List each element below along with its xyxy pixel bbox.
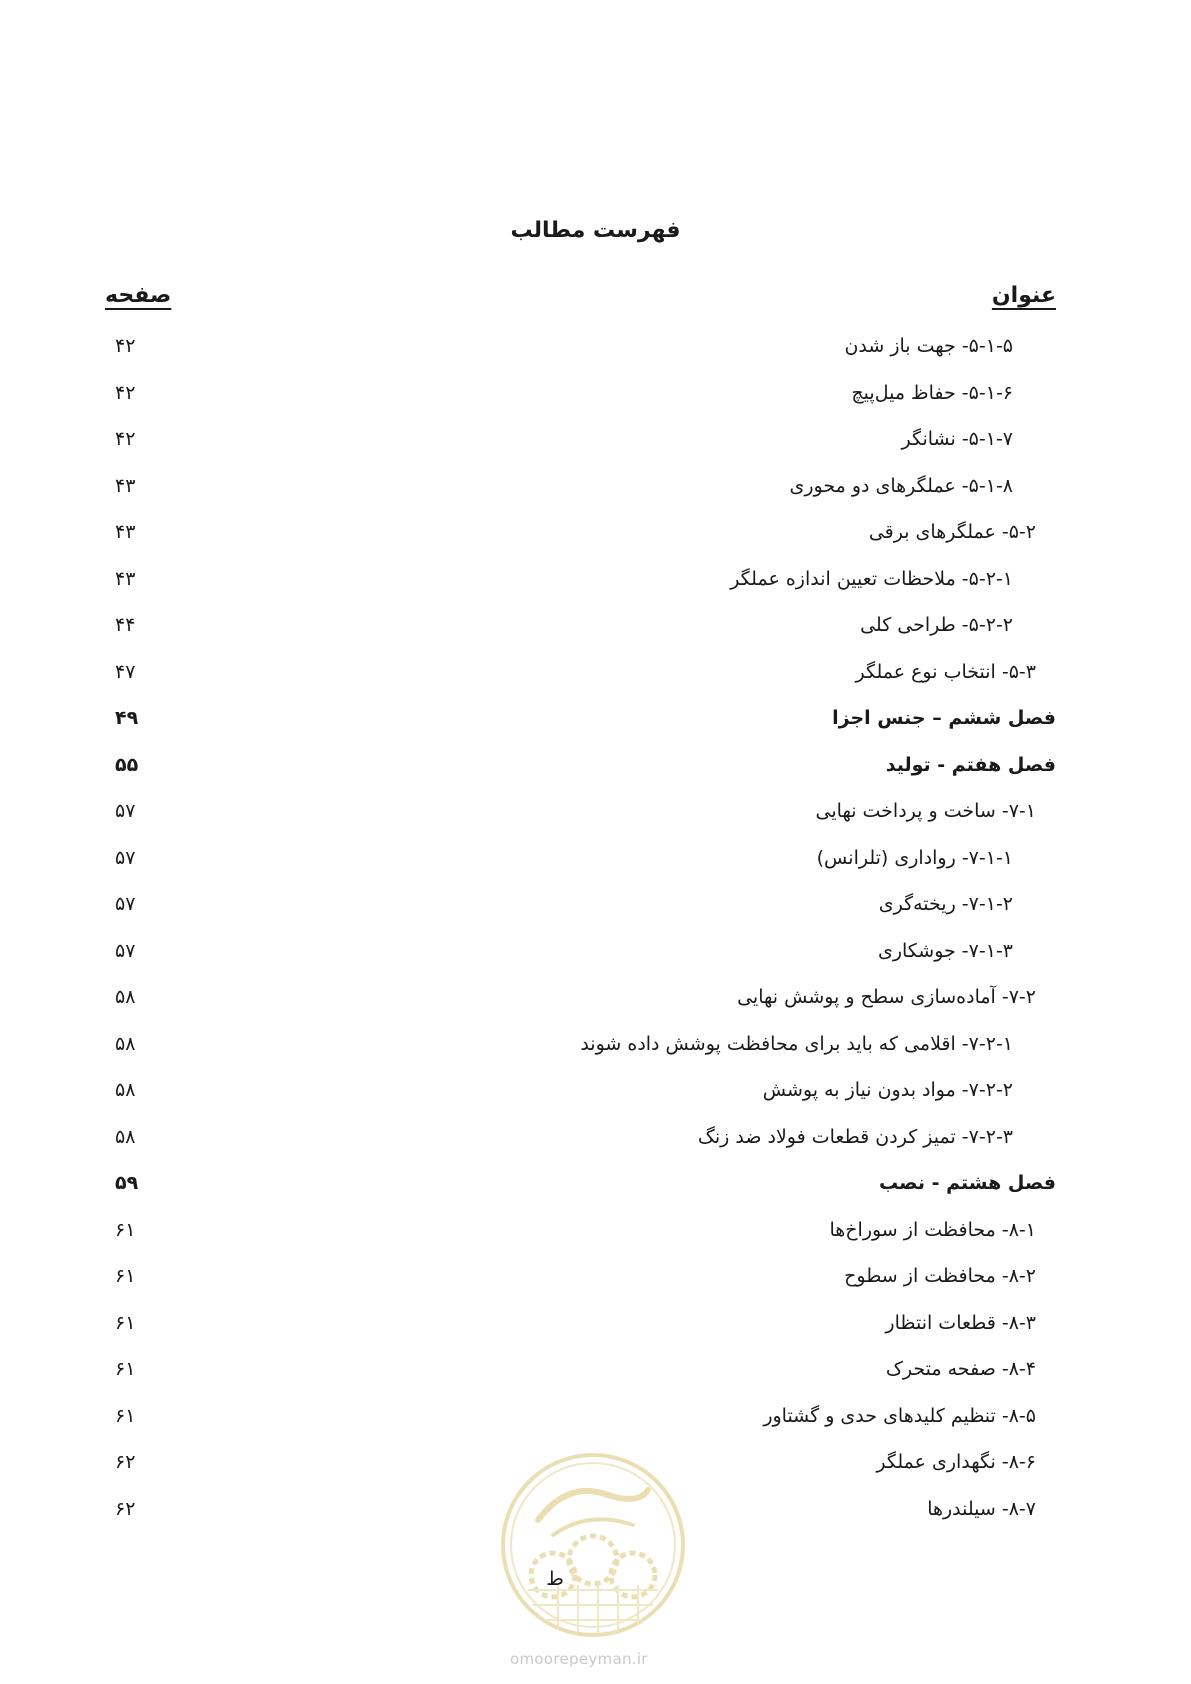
toc-entry (0, 1030, 1191, 1077)
publisher-seal-icon (498, 1450, 688, 1640)
toc-entry (0, 425, 1191, 472)
toc-entry-page: ۵۷ (115, 800, 136, 822)
toc-entry-page: ۵۸ (115, 1032, 136, 1055)
toc-chapter-title: فصل ششم – جنس اجزا (832, 707, 1056, 729)
toc-entry (0, 658, 1191, 705)
toc-entry (0, 472, 1191, 519)
toc-entry (0, 937, 1191, 984)
toc-entry-page: ۵۸ (115, 1079, 136, 1101)
toc-entry-title: ۸-۴- صفحه متحرک (885, 1358, 1036, 1380)
toc-entry-title: ۸-۳- قطعات انتظار (885, 1311, 1036, 1334)
toc-heading: فهرست مطالب (510, 218, 681, 243)
toc-entry-title: ۷-۱-۲- ریخته‌گری (878, 893, 1013, 915)
toc-entry-page: ۶۱ (115, 1218, 136, 1241)
toc-entry-page: ۴۲ (115, 428, 136, 450)
toc-chapter-entry (0, 704, 1191, 751)
toc-chapter-title: فصل هشتم - نصب (879, 1172, 1056, 1194)
toc-entry-page: ۶۱ (115, 1311, 136, 1334)
toc-entry-page: ۴۲ (115, 335, 136, 357)
toc-entry-title: ۵-۱-۷- نشانگر (901, 428, 1013, 450)
toc-chapter-page: ۴۹ (115, 707, 139, 729)
toc-entry (0, 797, 1191, 844)
toc-entry-title: ۸-۱- محافظت از سوراخ‌ها (829, 1218, 1036, 1241)
toc-chapter-title: فصل هفتم - تولید (885, 753, 1056, 776)
toc-entry-page: ۵۸ (115, 1125, 136, 1148)
toc-entry (0, 518, 1191, 565)
toc-entry-title: ۷-۲-۱- اقلامی که باید برای محافظت پوشش داده شوند (580, 1032, 1013, 1055)
toc-entry (0, 1355, 1191, 1402)
toc-entry-title: ۷-۲-۲- مواد بدون نیاز به پوشش (762, 1079, 1013, 1101)
column-header-page: صفحه (105, 283, 172, 308)
toc-entry (0, 1216, 1191, 1263)
toc-entry-title: ۵-۲-۱- ملاحظات تعیین اندازه عملگر (730, 567, 1013, 590)
toc-entry-page: ۴۴ (115, 614, 136, 636)
toc-entry-title: ۷-۲-۳- تمیز کردن قطعات فولاد ضد زنگ (697, 1125, 1013, 1148)
toc-entry (0, 565, 1191, 612)
toc-entry-title: ۵-۱-۸- عملگرهای دو محوری (789, 474, 1013, 497)
toc-entry (0, 332, 1191, 379)
toc-chapter-entry (0, 1169, 1191, 1216)
toc-entry-title: ۸-۶- نگهداری عملگر (876, 1451, 1036, 1473)
toc-chapter-page: ۵۵ (115, 753, 139, 776)
toc-entry-title: ۸-۷- سیلندرها (927, 1497, 1036, 1520)
toc-entry-page: ۴۲ (115, 381, 136, 404)
toc-entry (0, 1076, 1191, 1123)
toc-list (0, 332, 1191, 1541)
toc-entry-page: ۶۱ (115, 1265, 136, 1287)
toc-entry (0, 611, 1191, 658)
page-number-letter: ط (546, 1568, 564, 1590)
toc-entry (0, 1123, 1191, 1170)
toc-entry-title: ۸-۲- محافظت از سطوح (844, 1265, 1036, 1287)
toc-entry-title: ۵-۱-۶- حفاظ میل‌پیچ (851, 381, 1013, 404)
toc-entry-title: ۸-۵- تنظیم کلیدهای حدی و گشتاور (763, 1404, 1036, 1427)
toc-entry (0, 890, 1191, 937)
toc-entry-page: ۴۳ (115, 567, 136, 590)
toc-entry-page: ۶۱ (115, 1358, 136, 1380)
toc-entry-page: ۶۱ (115, 1404, 136, 1427)
toc-entry (0, 844, 1191, 891)
toc-entry-title: ۷-۱-۳- جوشکاری (877, 939, 1013, 962)
toc-entry (0, 1262, 1191, 1309)
toc-entry-page: ۴۳ (115, 521, 136, 543)
toc-entry-page: ۴۳ (115, 474, 136, 497)
toc-entry (0, 1402, 1191, 1449)
toc-entry (0, 1309, 1191, 1356)
column-header-title: عنوان (991, 283, 1056, 308)
toc-entry-page: ۵۷ (115, 893, 136, 915)
toc-entry (0, 379, 1191, 426)
toc-entry-page: ۶۲ (115, 1451, 136, 1473)
toc-entry-title: ۷-۱- ساخت و پرداخت نهایی (815, 800, 1036, 822)
toc-entry-title: ۷-۲- آماده‌سازی سطح و پوشش نهایی (737, 986, 1036, 1008)
toc-entry-title: ۷-۱-۱- رواداری (تلرانس) (816, 846, 1013, 869)
toc-entry-page: ۵۷ (115, 846, 136, 869)
toc-chapter-entry (0, 751, 1191, 798)
toc-entry (0, 983, 1191, 1030)
toc-entry-title: ۵-۳- انتخاب نوع عملگر (855, 660, 1036, 683)
toc-entry-page: ۵۷ (115, 939, 136, 962)
toc-entry-page: ۵۸ (115, 986, 136, 1008)
toc-entry-title: ۵-۱-۵- جهت باز شدن (844, 335, 1013, 357)
toc-chapter-page: ۵۹ (115, 1172, 139, 1194)
toc-entry-title: ۵-۲-۲- طراحی کلی (860, 614, 1013, 636)
toc-entry-page: ۴۷ (115, 660, 136, 683)
toc-entry-title: ۵-۲- عملگرهای برقی (868, 521, 1036, 543)
watermark-url: omoorepeyman.ir (510, 1650, 648, 1668)
toc-entry-page: ۶۲ (115, 1497, 136, 1520)
